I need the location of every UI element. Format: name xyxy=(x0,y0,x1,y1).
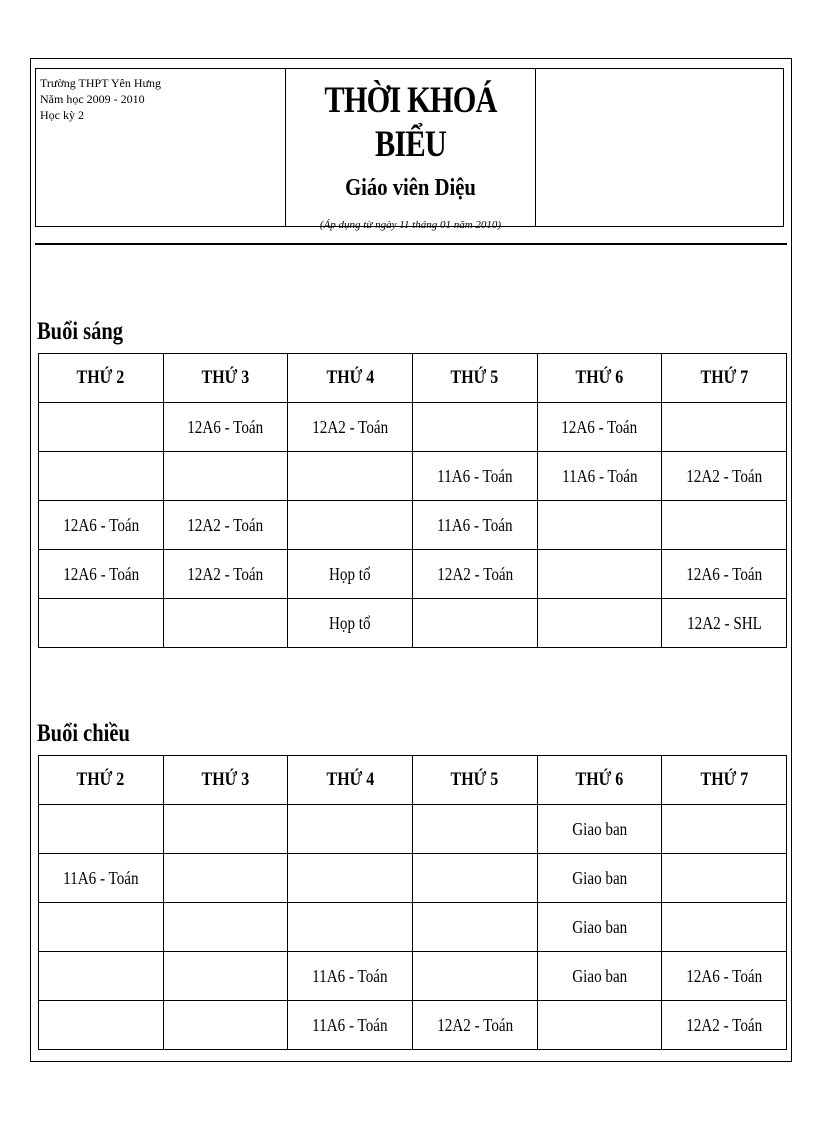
table-cell xyxy=(163,1001,288,1050)
cell-text: 12A6 - Toán xyxy=(62,514,139,535)
column-header xyxy=(163,354,288,403)
column-header-label: THỨ 4 xyxy=(326,769,375,790)
table-cell xyxy=(412,501,537,550)
column-header-label: THỨ 6 xyxy=(575,769,624,790)
table-cell xyxy=(39,903,164,952)
table-cell xyxy=(537,952,662,1001)
table-row xyxy=(39,550,787,599)
table-cell xyxy=(412,1001,537,1050)
school-info xyxy=(36,69,286,226)
cell-text: 12A2 - SHL xyxy=(686,612,762,633)
column-header-label: THỨ 3 xyxy=(201,367,250,388)
cell-text: Giao ban xyxy=(571,916,627,937)
table-cell xyxy=(288,805,413,854)
cell-text: 11A6 - Toán xyxy=(63,867,139,888)
table-cell xyxy=(39,805,164,854)
cell-text: 12A2 - Toán xyxy=(187,563,264,584)
column-header-label: THỨ 5 xyxy=(450,367,499,388)
table-cell xyxy=(537,805,662,854)
column-header xyxy=(412,354,537,403)
table-cell xyxy=(662,805,787,854)
cell-text: 12A2 - Toán xyxy=(187,514,264,535)
table-cell xyxy=(662,599,787,648)
effective-date-note: (Áp dụng từ ngày 11 tháng 01 năm 2010) xyxy=(319,219,502,231)
table-row xyxy=(39,854,787,903)
column-header xyxy=(412,756,537,805)
cell-text: 12A2 - Toán xyxy=(436,563,513,584)
title-block xyxy=(286,69,536,231)
table-cell xyxy=(662,854,787,903)
table-cell xyxy=(288,952,413,1001)
header-row xyxy=(39,756,787,805)
cell-text: 12A2 - Toán xyxy=(312,416,389,437)
table-cell xyxy=(39,452,164,501)
table-cell xyxy=(412,903,537,952)
column-header-label: THỨ 3 xyxy=(201,769,250,790)
table-cell xyxy=(163,403,288,452)
cell-text: Giao ban xyxy=(571,867,627,888)
column-header xyxy=(39,354,164,403)
table-cell xyxy=(537,903,662,952)
morning-section-title: Buổi sáng xyxy=(37,318,124,345)
column-header xyxy=(662,756,787,805)
table-cell xyxy=(39,854,164,903)
table-cell xyxy=(39,952,164,1001)
table-cell xyxy=(163,452,288,501)
table-cell xyxy=(288,501,413,550)
cell-text: 11A6 - Toán xyxy=(437,514,513,535)
cell-text: Giao ban xyxy=(571,965,627,986)
school-name: Trường THPT Yên Hưng xyxy=(40,76,162,90)
cell-text: 12A2 - Toán xyxy=(686,465,763,486)
cell-text: 12A6 - Toán xyxy=(561,416,638,437)
column-header xyxy=(537,354,662,403)
column-header-label: THỨ 2 xyxy=(76,367,125,388)
cell-text: Họp tổ xyxy=(329,563,371,584)
table-cell xyxy=(412,452,537,501)
cell-text: 12A2 - Toán xyxy=(686,1014,763,1035)
table-cell xyxy=(412,403,537,452)
table-row xyxy=(39,599,787,648)
table-row xyxy=(39,952,787,1001)
column-header xyxy=(163,756,288,805)
table-cell xyxy=(537,452,662,501)
table-cell xyxy=(537,854,662,903)
column-header xyxy=(662,354,787,403)
table-cell xyxy=(412,805,537,854)
afternoon-timetable xyxy=(38,755,787,1050)
horizontal-rule xyxy=(35,243,787,245)
table-cell xyxy=(537,403,662,452)
document-title: THỜI KHOÁ BIỂU xyxy=(324,80,497,165)
cell-text: 11A6 - Toán xyxy=(437,465,513,486)
column-header-label: THỨ 7 xyxy=(700,769,749,790)
header-box xyxy=(35,68,784,231)
cell-text: Họp tổ xyxy=(329,612,371,633)
column-header-label: THỨ 6 xyxy=(575,367,624,388)
table-cell xyxy=(163,805,288,854)
afternoon-section-title: Buổi chiều xyxy=(37,720,130,747)
table-cell xyxy=(163,854,288,903)
cell-text: 12A6 - Toán xyxy=(686,965,763,986)
column-header-label: THỨ 5 xyxy=(450,769,499,790)
cell-text: 12A6 - Toán xyxy=(187,416,264,437)
cell-text: 12A6 - Toán xyxy=(686,563,763,584)
table-cell xyxy=(662,550,787,599)
table-cell xyxy=(288,550,413,599)
cell-text: 12A2 - Toán xyxy=(436,1014,513,1035)
table-cell xyxy=(537,1001,662,1050)
column-header-label: THỨ 2 xyxy=(76,769,125,790)
table-cell xyxy=(537,501,662,550)
column-header xyxy=(39,756,164,805)
table-row xyxy=(39,903,787,952)
table-cell xyxy=(163,550,288,599)
table-cell xyxy=(288,403,413,452)
teacher-name: Giáo viên Diệu xyxy=(345,175,476,201)
column-header xyxy=(537,756,662,805)
column-header-label: THỨ 4 xyxy=(326,367,375,388)
table-cell xyxy=(288,1001,413,1050)
table-cell xyxy=(39,501,164,550)
table-row xyxy=(39,501,787,550)
column-header xyxy=(288,756,413,805)
table-cell xyxy=(39,1001,164,1050)
semester: Học kỳ 2 xyxy=(40,108,84,122)
table-cell xyxy=(288,903,413,952)
table-cell xyxy=(288,854,413,903)
table-row xyxy=(39,452,787,501)
column-header xyxy=(288,354,413,403)
table-cell xyxy=(537,599,662,648)
table-cell xyxy=(537,550,662,599)
column-header-label: THỨ 7 xyxy=(700,367,749,388)
cell-text: 11A6 - Toán xyxy=(312,965,388,986)
cell-text: 12A6 - Toán xyxy=(62,563,139,584)
table-cell xyxy=(412,550,537,599)
table-cell xyxy=(163,501,288,550)
school-year: Năm học 2009 - 2010 xyxy=(40,92,145,106)
table-cell xyxy=(39,599,164,648)
table-cell xyxy=(662,452,787,501)
header-empty-cell xyxy=(536,69,783,226)
table-cell xyxy=(163,599,288,648)
table-cell xyxy=(39,550,164,599)
table-cell xyxy=(662,903,787,952)
cell-text: 11A6 - Toán xyxy=(561,465,638,486)
table-cell xyxy=(39,403,164,452)
cell-text: Giao ban xyxy=(571,818,627,839)
table-cell xyxy=(163,952,288,1001)
table-cell xyxy=(662,1001,787,1050)
table-cell xyxy=(662,952,787,1001)
table-cell xyxy=(288,599,413,648)
table-cell xyxy=(412,854,537,903)
cell-text: 11A6 - Toán xyxy=(312,1014,388,1035)
header-row xyxy=(39,354,787,403)
table-cell xyxy=(163,903,288,952)
table-cell xyxy=(412,952,537,1001)
table-row xyxy=(39,1001,787,1050)
table-cell xyxy=(662,403,787,452)
table-cell xyxy=(288,452,413,501)
morning-timetable xyxy=(38,353,787,648)
table-cell xyxy=(412,599,537,648)
table-row xyxy=(39,805,787,854)
table-row xyxy=(39,403,787,452)
table-cell xyxy=(662,501,787,550)
